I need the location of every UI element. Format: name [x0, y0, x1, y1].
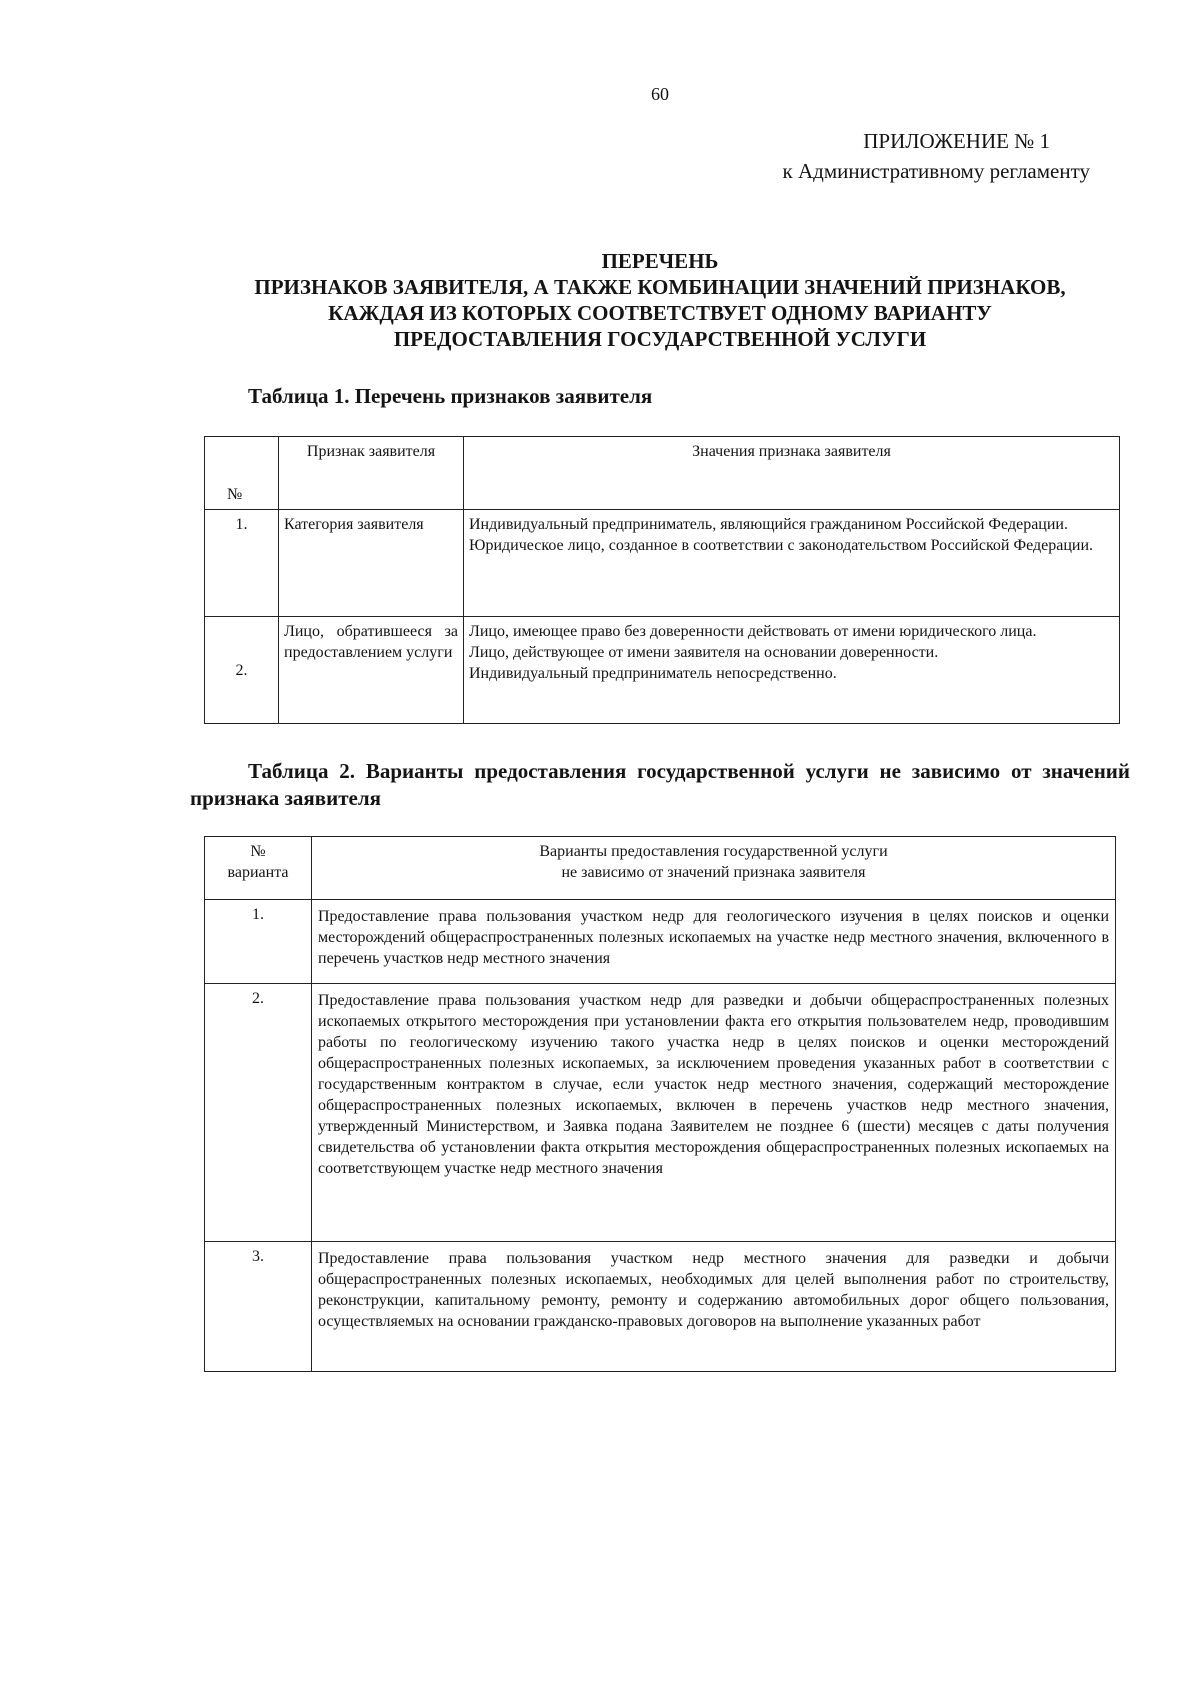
row-values: [464, 510, 1120, 617]
column-header-variant-number: [205, 837, 312, 900]
page-number: 60: [651, 84, 669, 104]
service-variants-table: [204, 836, 1116, 1372]
table-row: [205, 510, 1120, 617]
table-row: [205, 1242, 1116, 1372]
applicant-signs-table: [204, 436, 1120, 724]
table-row: [205, 617, 1120, 724]
header-line: не зависимо от значений признака заявителя: [561, 864, 866, 881]
value-item: Юридическое лицо, созданное в соответствии с законодательством Российской Федерации.: [469, 537, 1094, 554]
variant-number: 2.: [205, 984, 312, 1242]
row-values: [464, 617, 1120, 724]
column-header-sign: Признак заявителя: [279, 437, 464, 510]
variant-text: Предоставление права пользования участком недр местного значения для разведки и добычи общераспространенных полезных ископаемых, необходимых для целей выполнения работ по строительству, реконструкции, капитальному ремонту, ремонту и содержанию автомобильных дорог общего пользования, осуществляемых на основании гражданско-правовых договоров на выполнение указанных работ: [312, 1242, 1116, 1372]
table-header-row: [205, 437, 1120, 510]
column-header-values: Значения признака заявителя: [464, 437, 1120, 510]
heading-line: ПРИЗНАКОВ ЗАЯВИТЕЛЯ, А ТАКЖЕ КОМБИНАЦИИ ЗНАЧЕНИЙ ПРИЗНАКОВ,: [254, 275, 1066, 299]
table-header-row: [205, 837, 1116, 900]
header-line: №: [250, 843, 266, 860]
heading-line: ПРЕДОСТАВЛЕНИЯ ГОСУДАРСТВЕННОЙ УСЛУГИ: [393, 327, 927, 351]
header-line: варианта: [227, 864, 289, 881]
appendix-title: ПРИЛОЖЕНИЕ № 1: [863, 129, 1050, 153]
table-row: [205, 984, 1116, 1242]
row-number: 2.: [205, 617, 279, 724]
value-item: Лицо, имеющее право без доверенности действовать от имени юридического лица.: [469, 623, 1037, 640]
row-sign: Категория заявителя: [279, 510, 464, 617]
column-header-variants: [312, 837, 1116, 900]
value-item: Индивидуальный предприниматель непосредственно.: [469, 665, 837, 682]
value-item: Лицо, действующее от имени заявителя на основании доверенности.: [469, 644, 939, 661]
heading-line: ПЕРЕЧЕНЬ: [601, 249, 719, 273]
variant-text: Предоставление права пользования участком недр для разведки и добычи общераспространенных полезных ископаемых открытого месторождения при установлении факта его открытия пользователем недр, проводившим работы по геологическому изучению такого участка недр в целях поисков и оценки месторождений общераспространенных полезных ископаемых, за исключением проведения указанных работ в соответствии с государственным контрактом в случае, если участок недр местного значения, содержащий месторождение общераспространенных полезных ископаемых, включен в перечень участков недр местного значения, утвержденный Министерством, и Заявка подана Заявителем не позднее 6 (шести) месяцев с даты получения свидетельства об установлении факта открытия месторождения общераспространенных полезных ископаемых на соответствующем участке недр местного значения: [312, 984, 1116, 1242]
column-header-number: №: [205, 437, 279, 510]
table-row: [205, 900, 1116, 984]
variant-number: 3.: [205, 1242, 312, 1372]
appendix-subtitle: к Административному регламенту: [782, 159, 1090, 183]
variant-text: Предоставление права пользования участком недр для геологического изучения в целях поисков и оценки месторождений общераспространенных полезных ископаемых на участке недр местного значения, включенного в перечень участков недр местного значения: [312, 900, 1116, 984]
table1-caption: Таблица 1. Перечень признаков заявителя: [248, 384, 653, 408]
table2-caption: Таблица 2. Варианты предоставления государственной услуги не зависимо от значений признака заявителя: [190, 759, 1130, 810]
row-sign: Лицо, обратившееся за предоставлением услуги: [279, 617, 464, 724]
heading-line: КАЖДАЯ ИЗ КОТОРЫХ СООТВЕТСТВУЕТ ОДНОМУ ВАРИАНТУ: [328, 301, 992, 325]
header-line: Варианты предоставления государственной услуги: [539, 843, 888, 860]
variant-number: 1.: [205, 900, 312, 984]
row-number: 1.: [205, 510, 279, 617]
appendix-note: [783, 126, 1090, 186]
value-item: Индивидуальный предприниматель, являющийся гражданином Российской Федерации.: [469, 516, 1068, 533]
document-heading: [190, 248, 1130, 352]
